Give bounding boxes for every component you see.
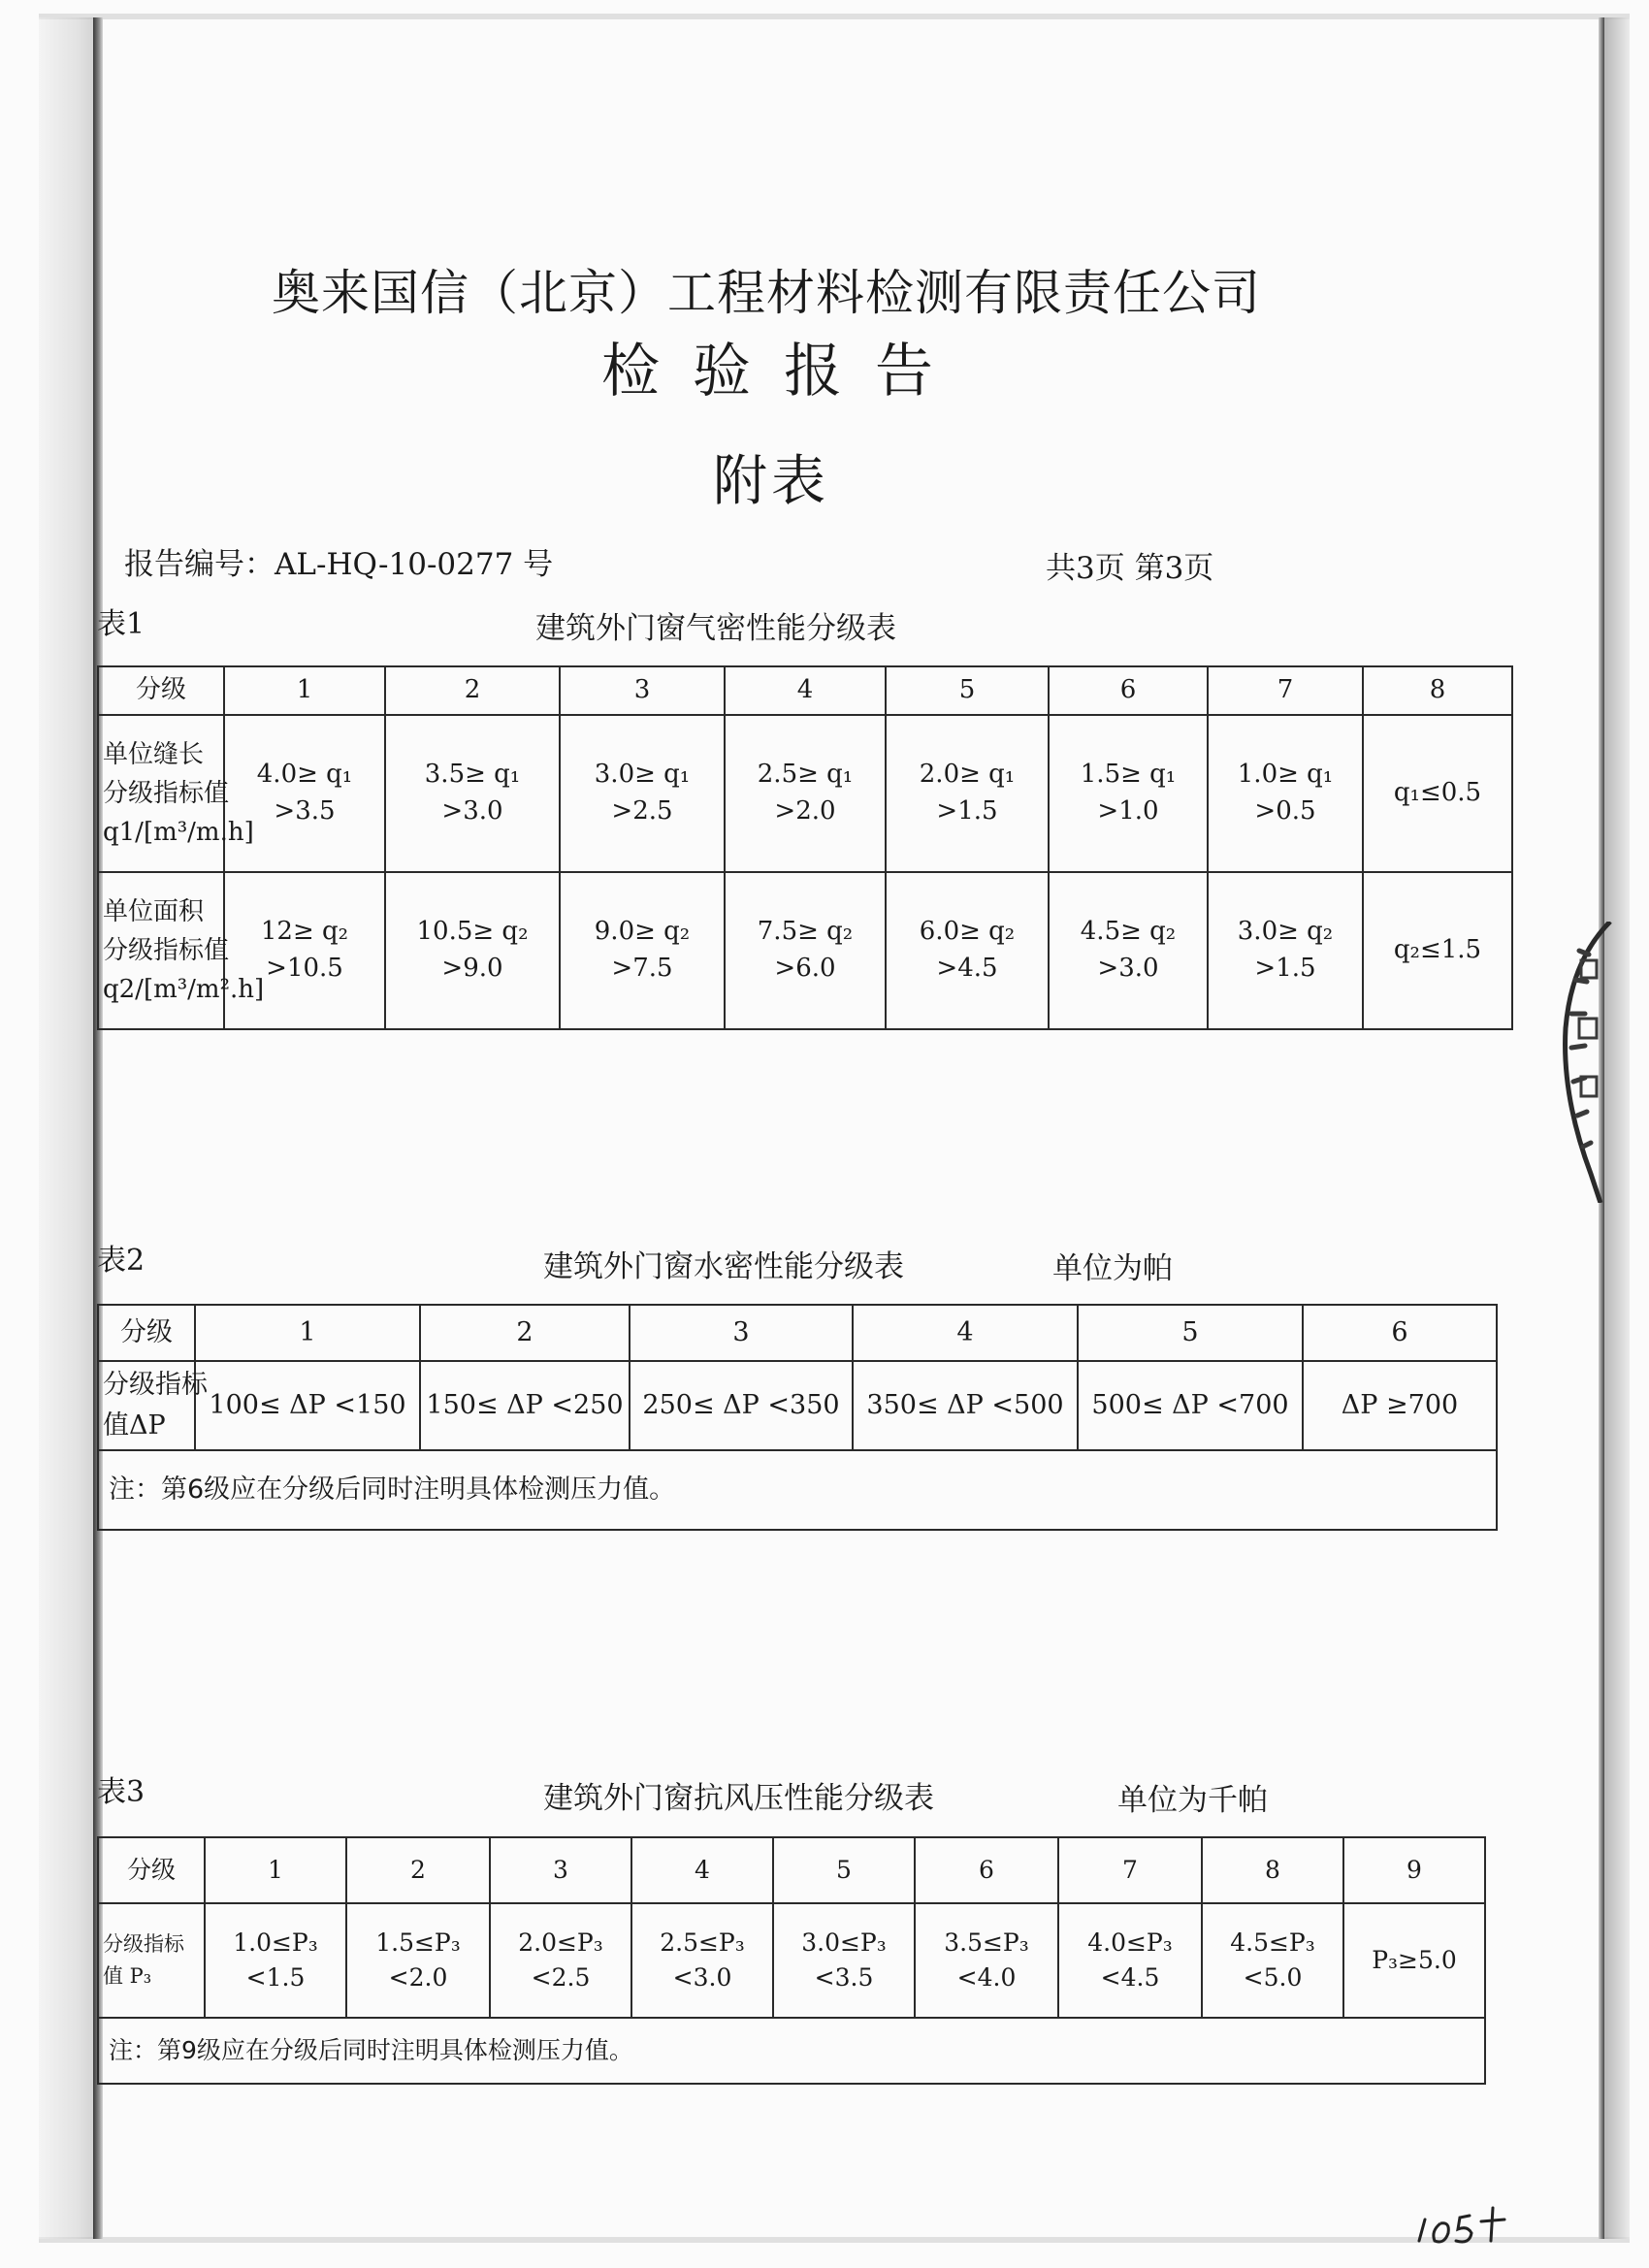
table1-header-row	[98, 666, 1512, 715]
table1-grade-5: 5	[886, 666, 1049, 715]
table3-label: 表3	[97, 1775, 146, 1809]
table2-header-label: 分级	[98, 1305, 195, 1361]
table1-grade-8: 8	[1363, 666, 1512, 715]
table1-q1-grade-4: 2.5≥ q₁ >2.0	[725, 715, 886, 872]
table1-row-q1	[98, 715, 1512, 872]
table2-grade-5: 5	[1078, 1305, 1303, 1361]
table1-q1-grade-6: 1.5≥ q₁ >1.0	[1049, 715, 1208, 872]
table2-grade-3: 3	[630, 1305, 853, 1361]
table1-q2-grade-8: q₂≤1.5	[1363, 872, 1512, 1029]
appendix-title: 附表	[713, 450, 829, 513]
table3-grade-3: 3	[490, 1837, 631, 1903]
table3-grade-4: 4	[631, 1837, 773, 1903]
table1-row-q1-head: 单位缝长 分级指标值 q1/[m³/m.h]	[98, 715, 224, 872]
watertightness-table	[97, 1304, 1498, 1531]
airtightness-table	[97, 665, 1513, 1030]
table1-q2-grade-3: 9.0≥ q₂ >7.5	[560, 872, 725, 1029]
table2-value-row	[98, 1361, 1497, 1450]
table3-header-label: 分级	[98, 1837, 205, 1903]
report-number: 报告编号：AL-HQ-10-0277 号	[124, 547, 554, 582]
table3-note: 注：第9级应在分级后同时注明具体检测压力值。	[98, 2018, 1485, 2084]
table2-grade-6: 6	[1303, 1305, 1497, 1361]
table2-header-row	[98, 1305, 1497, 1361]
table1-grade-1: 1	[224, 666, 385, 715]
table2-grade-1: 1	[195, 1305, 420, 1361]
table1-grade-6: 6	[1049, 666, 1208, 715]
scan-bottom-edge	[39, 2237, 1630, 2243]
table3-grade-9: 9	[1343, 1837, 1485, 1903]
table3-value-3: 2.0≤P₃ <2.5	[490, 1903, 631, 2018]
table3-grade-5: 5	[773, 1837, 915, 1903]
table3-value-row	[98, 1903, 1485, 2018]
table1-q2-grade-5: 6.0≥ q₂ >4.5	[886, 872, 1049, 1029]
page-info: 共3页 第3页	[1046, 551, 1214, 586]
table3-value-9: P₃≥5.0	[1343, 1903, 1485, 2018]
table1-row-q2	[98, 872, 1512, 1029]
handwritten-page-number	[1411, 2202, 1508, 2249]
table1-grade-7: 7	[1208, 666, 1363, 715]
table3-grade-6: 6	[915, 1837, 1058, 1903]
table3-grade-7: 7	[1058, 1837, 1202, 1903]
table3-row-head: 分级指标值 P₃	[98, 1903, 205, 2018]
table1-q1-grade-7: 1.0≥ q₁ >0.5	[1208, 715, 1363, 872]
table2-value-2: 150≤ ΔP <250	[420, 1361, 630, 1450]
scan-top-edge	[39, 14, 1630, 19]
report-title: 检验报告	[601, 338, 966, 405]
table1-q2-grade-1: 12≥ q₂ >10.5	[224, 872, 385, 1029]
table3-unit: 单位为千帕	[1117, 1783, 1268, 1818]
table1-q2-grade-2: 10.5≥ q₂ >9.0	[385, 872, 560, 1029]
table2-note: 注：第6级应在分级后同时注明具体检测压力值。	[98, 1450, 1497, 1530]
table1-q1-grade-8: q₁≤0.5	[1363, 715, 1512, 872]
scan-left-shadow	[39, 17, 93, 2239]
table2-label: 表2	[97, 1244, 146, 1278]
company-name: 奥来国信（北京）工程材料检测有限责任公司	[272, 265, 1261, 321]
partial-seal-stamp	[1552, 922, 1620, 1203]
table2-grade-4: 4	[853, 1305, 1078, 1361]
table3-grade-1: 1	[205, 1837, 346, 1903]
table1-q1-grade-3: 3.0≥ q₁ >2.5	[560, 715, 725, 872]
table2-unit: 单位为帕	[1052, 1251, 1173, 1286]
table2-row-head: 分级指标 值ΔP	[98, 1361, 195, 1450]
table3-header-row	[98, 1837, 1485, 1903]
table3-note-row	[98, 2018, 1485, 2084]
table3-value-4: 2.5≤P₃ <3.0	[631, 1903, 773, 2018]
table3-value-1: 1.0≤P₃ <1.5	[205, 1903, 346, 2018]
table2-note-row	[98, 1450, 1497, 1530]
table1-q2-grade-4: 7.5≥ q₂ >6.0	[725, 872, 886, 1029]
table1-q2-grade-6: 4.5≥ q₂ >3.0	[1049, 872, 1208, 1029]
table1-title: 建筑外门窗气密性能分级表	[535, 611, 896, 646]
table2-value-5: 500≤ ΔP <700	[1078, 1361, 1303, 1450]
table1-q1-grade-2: 3.5≥ q₁ >3.0	[385, 715, 560, 872]
table3-value-2: 1.5≤P₃ <2.0	[346, 1903, 490, 2018]
table3-value-6: 3.5≤P₃ <4.0	[915, 1903, 1058, 2018]
table1-grade-4: 4	[725, 666, 886, 715]
table3-grade-2: 2	[346, 1837, 490, 1903]
table2-value-4: 350≤ ΔP <500	[853, 1361, 1078, 1450]
table1-q1-grade-5: 2.0≥ q₁ >1.5	[886, 715, 1049, 872]
table2-value-3: 250≤ ΔP <350	[630, 1361, 853, 1450]
table3-value-7: 4.0≤P₃ <4.5	[1058, 1903, 1202, 2018]
table2-title: 建筑外门窗水密性能分级表	[543, 1249, 904, 1284]
table1-q2-grade-7: 3.0≥ q₂ >1.5	[1208, 872, 1363, 1029]
table2-value-6: ΔP ≥700	[1303, 1361, 1497, 1450]
table1-q1-grade-1: 4.0≥ q₁ >3.5	[224, 715, 385, 872]
table2-grade-2: 2	[420, 1305, 630, 1361]
table3-value-8: 4.5≤P₃ <5.0	[1202, 1903, 1343, 2018]
table1-grade-3: 3	[560, 666, 725, 715]
table3-value-5: 3.0≤P₃ <3.5	[773, 1903, 915, 2018]
table1-row-q2-head: 单位面积 分级指标值 q2/[m³/m².h]	[98, 872, 224, 1029]
wind-pressure-table	[97, 1836, 1486, 2085]
table3-title: 建筑外门窗抗风压性能分级表	[543, 1781, 934, 1816]
table3-grade-8: 8	[1202, 1837, 1343, 1903]
table1-label: 表1	[97, 607, 146, 641]
table1-header-label: 分级	[98, 666, 224, 715]
table2-value-1: 100≤ ΔP <150	[195, 1361, 420, 1450]
table1-grade-2: 2	[385, 666, 560, 715]
